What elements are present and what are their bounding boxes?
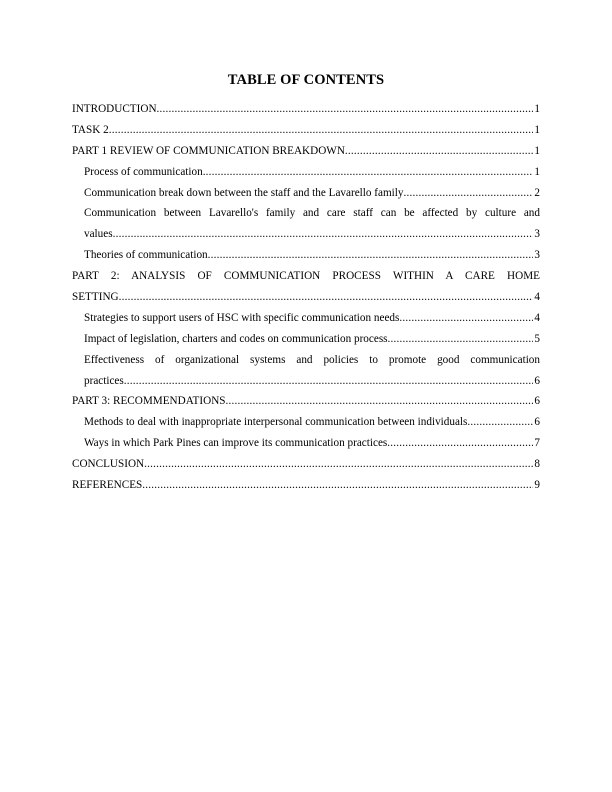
toc-page-number: 7 (534, 437, 540, 450)
dot-leader (387, 433, 533, 454)
toc-entry-culture-line1[interactable] (72, 203, 540, 224)
toc-entry-culture-line2[interactable] (72, 224, 540, 245)
toc-page-number: 6 (534, 374, 540, 387)
toc-entry-introduction[interactable] (72, 99, 540, 120)
toc-entry-label: values (84, 228, 113, 241)
toc-entry-label: PART 2: ANALYSIS OF COMMUNICATION PROCESS WITHIN A CARE HOME (72, 270, 540, 283)
toc-page-number: 1 (534, 144, 540, 157)
toc-entry-breakdown[interactable] (72, 183, 540, 204)
toc-entry-part2-line2[interactable] (72, 287, 540, 308)
toc-entry-label: Methods to deal with inappropriate interpersonal communication between individuals (84, 416, 468, 429)
toc-page-number: 1 (534, 165, 540, 178)
toc-page-number: 4 (534, 291, 540, 304)
toc-page-number: 3 (534, 249, 540, 262)
toc-entry-task2[interactable] (72, 120, 540, 141)
toc-entry-part1[interactable] (72, 141, 540, 162)
toc-entry-label: PART 3: RECOMMENDATIONS (72, 395, 226, 408)
dot-leader (144, 454, 533, 475)
toc-page-number: 3 (534, 228, 540, 241)
dot-leader (124, 371, 534, 392)
dot-leader (109, 120, 534, 141)
dot-leader (345, 141, 533, 162)
dot-leader (226, 391, 534, 412)
toc-page-number: 5 (534, 332, 540, 345)
toc-page-number: 6 (534, 395, 540, 408)
dot-leader (113, 224, 534, 245)
toc-title: TABLE OF CONTENTS (227, 72, 385, 88)
dot-leader (403, 183, 533, 204)
toc-entry-label: INTRODUCTION (72, 103, 157, 115)
dot-leader (119, 287, 534, 308)
toc-entry-strategies[interactable] (72, 308, 540, 329)
toc-entry-label: CONCLUSION (72, 458, 145, 471)
toc-entry-label: Impact of legislation, charters and codes on communication process (84, 332, 388, 345)
toc-entry-label: Communication between Lavarello's family and care staff can be affected by culture and (84, 207, 540, 220)
table-of-contents (72, 99, 540, 496)
toc-page-number: 1 (534, 123, 540, 136)
dot-leader (208, 245, 534, 266)
toc-page-number: 4 (534, 311, 540, 324)
toc-page-number: 8 (534, 458, 540, 471)
toc-entry-part3[interactable] (72, 391, 540, 412)
toc-entry-references[interactable] (72, 475, 540, 496)
toc-entry-process[interactable] (72, 162, 540, 183)
toc-page-number: 9 (534, 479, 540, 492)
toc-entry-effectiveness-line1[interactable] (72, 350, 540, 371)
toc-page-number: 2 (534, 186, 540, 199)
dot-leader (467, 412, 533, 433)
toc-entry-theories[interactable] (72, 245, 540, 266)
toc-entry-label: TASK 2 (72, 123, 109, 136)
toc-entry-label: Ways in which Park Pines can improve its communication practices (84, 437, 388, 450)
toc-entry-methods[interactable] (72, 412, 540, 433)
toc-entry-label: practices (84, 374, 124, 387)
toc-entry-effectiveness-line2[interactable] (72, 371, 540, 392)
toc-entry-label: Effectiveness of organizational systems and policies to promote good communication (84, 353, 540, 366)
toc-entry-label: Theories of communication (84, 249, 208, 262)
toc-entry-label: PART 1 REVIEW OF COMMUNICATION BREAKDOWN (72, 144, 345, 157)
toc-entry-label: Communication break down between the staff and the Lavarello family (84, 186, 404, 199)
toc-entry-label: SETTING (72, 291, 119, 304)
toc-page-number: 6 (534, 416, 540, 429)
toc-entry-label: REFERENCES (72, 479, 143, 492)
toc-entry-part2-line1[interactable] (72, 266, 540, 287)
toc-entry-conclusion[interactable] (72, 454, 540, 475)
dot-leader (388, 329, 534, 350)
toc-entry-parkpines[interactable] (72, 433, 540, 454)
toc-entry-label: Process of communication (84, 165, 203, 178)
dot-leader (399, 308, 533, 329)
toc-page-number: 1 (534, 103, 540, 115)
toc-entry-label: Strategies to support users of HSC with specific communication needs (84, 311, 400, 324)
toc-entry-legislation[interactable] (72, 329, 540, 350)
dot-leader (157, 99, 534, 120)
dot-leader (142, 475, 533, 496)
dot-leader (203, 162, 534, 183)
